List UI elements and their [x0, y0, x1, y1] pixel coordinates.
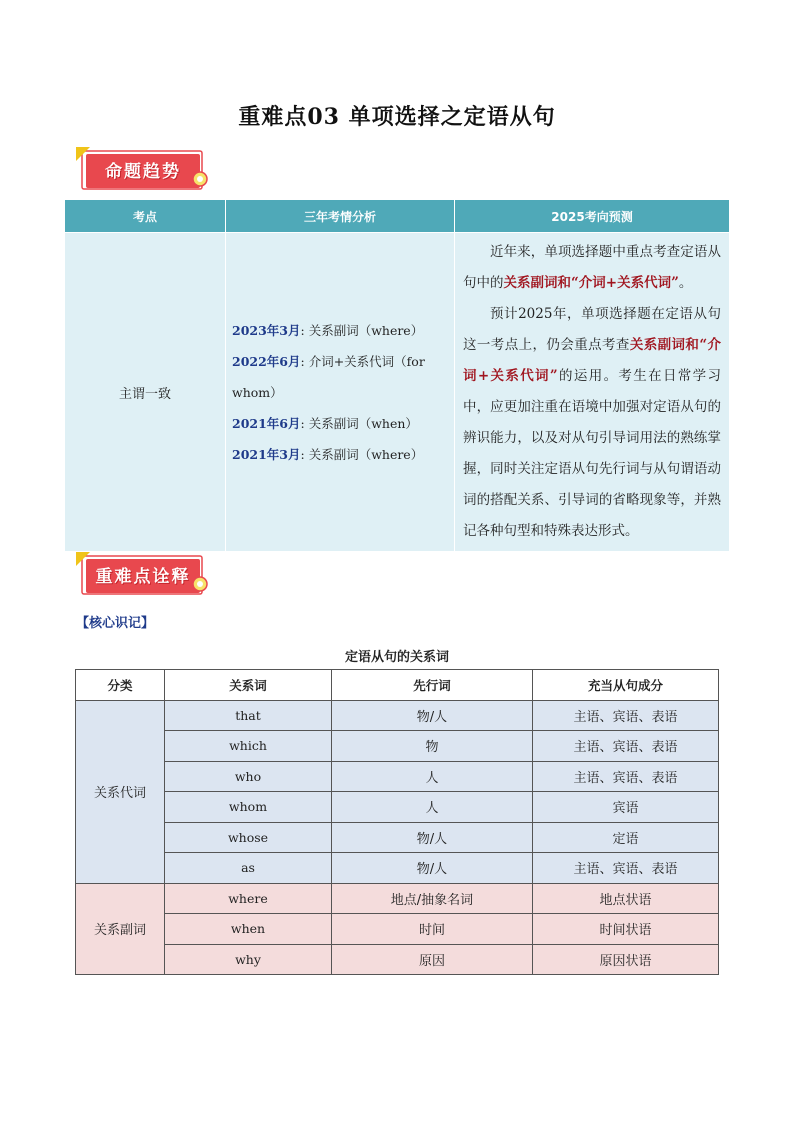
antecedent: 时间 — [332, 914, 533, 945]
relative-word: which — [165, 731, 332, 762]
prediction-cell — [455, 233, 730, 552]
trend-header-row — [65, 200, 730, 233]
trend-table — [64, 199, 730, 552]
table-row — [76, 731, 719, 762]
clause-function: 主语、宾语、表语 — [533, 731, 719, 762]
table-row — [76, 914, 719, 945]
core-memory-label: 【核心识记】 — [76, 616, 155, 631]
relative-word: why — [165, 944, 332, 975]
table-row — [76, 822, 719, 853]
trend-banner — [72, 145, 212, 195]
topic-cell: 主谓一致 — [65, 233, 226, 552]
antecedent: 物/人 — [332, 853, 533, 884]
clause-function: 主语、宾语、表语 — [533, 700, 719, 731]
header-analysis: 三年考情分析 — [226, 200, 455, 233]
year-item: 2021年3月: 关系副词（where） — [232, 446, 424, 462]
header-prediction: 2025考向预测 — [455, 200, 730, 233]
clause-function: 时间状语 — [533, 914, 719, 945]
antecedent: 原因 — [332, 944, 533, 975]
relative-word: whose — [165, 822, 332, 853]
relative-word: that — [165, 700, 332, 731]
explain-banner — [72, 550, 212, 600]
antecedent: 物/人 — [332, 822, 533, 853]
page-title: 重难点03 单项选择之定语从句 — [238, 104, 556, 130]
trend-body-row — [65, 233, 730, 552]
trend-banner-label: 命题趋势 — [105, 162, 181, 182]
header-function: 充当从句成分 — [533, 670, 719, 701]
table-header-row — [76, 670, 719, 701]
antecedent: 人 — [332, 761, 533, 792]
clause-function: 原因状语 — [533, 944, 719, 975]
antecedent: 物/人 — [332, 700, 533, 731]
clause-function: 宾语 — [533, 792, 719, 823]
table-caption: 定语从句的关系词 — [344, 650, 449, 665]
table-row — [76, 761, 719, 792]
prediction-paragraph-2: 预计2025年，单项选择题在定语从句这一考点上，仍会重点考查关系副词和“介词+关系代词”的运用。考生在日常学习中，应更加注重在语境中加强对定语从句的辨识能力，以及对从句引导词用法的熟练掌握，同时关注定语从句先行词与从句谓语动词的搭配关系、引导词的省略现象等，并熟记各种句型和特殊表达形式。 — [463, 306, 722, 539]
table-row — [76, 944, 719, 975]
year-item: 2023年3月: 关系副词（where） — [232, 322, 424, 338]
relative-word: whom — [165, 792, 332, 823]
years-cell — [226, 233, 455, 552]
header-relative-word: 关系词 — [165, 670, 332, 701]
clause-function: 定语 — [533, 822, 719, 853]
antecedent: 人 — [332, 792, 533, 823]
clause-function: 地点状语 — [533, 883, 719, 914]
explain-banner-label: 重难点诠释 — [95, 567, 191, 587]
table-row — [76, 883, 719, 914]
clause-function: 主语、宾语、表语 — [533, 853, 719, 884]
group-relative-pronouns: 关系代词 — [76, 700, 165, 883]
year-item: 2022年6月: 介词+关系代词（for whom） — [232, 353, 425, 400]
group-relative-adverbs: 关系副词 — [76, 883, 165, 975]
table-row — [76, 853, 719, 884]
header-category: 分类 — [76, 670, 165, 701]
year-item: 2021年6月: 关系副词（when） — [232, 415, 418, 431]
header-antecedent: 先行词 — [332, 670, 533, 701]
relative-words-table — [75, 669, 719, 975]
prediction-paragraph-1: 近年来，单项选择题中重点考查定语从句中的关系副词和“介词+关系代词”。 — [463, 244, 721, 291]
relative-word: when — [165, 914, 332, 945]
antecedent: 地点/抽象名词 — [332, 883, 533, 914]
clause-function: 主语、宾语、表语 — [533, 761, 719, 792]
relative-word: where — [165, 883, 332, 914]
antecedent: 物 — [332, 731, 533, 762]
table-row — [76, 700, 719, 731]
relative-word: who — [165, 761, 332, 792]
relative-word: as — [165, 853, 332, 884]
header-topic: 考点 — [65, 200, 226, 233]
table-row — [76, 792, 719, 823]
